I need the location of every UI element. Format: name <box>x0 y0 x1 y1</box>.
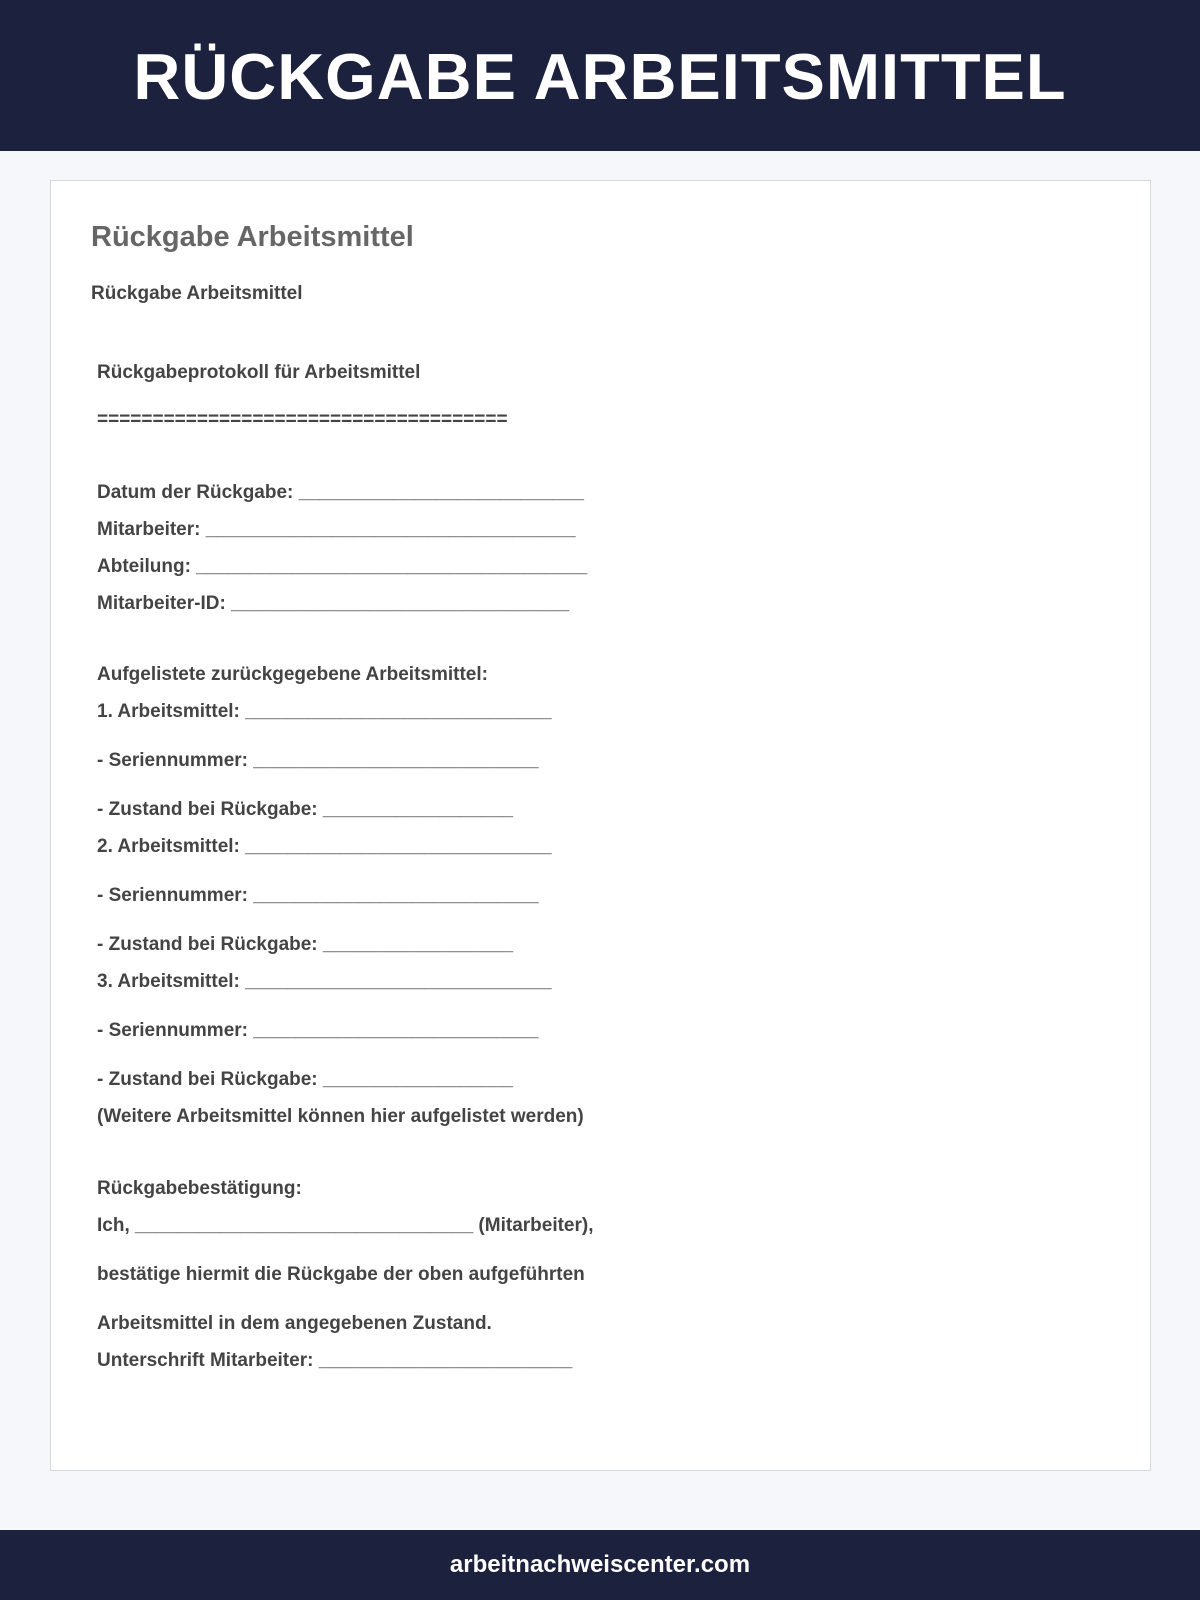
items-heading: Aufgelistete zurückgegebene Arbeitsmittel: <box>97 664 488 685</box>
signature-line: Unterschrift Mitarbeiter: ________________________ <box>97 1350 573 1371</box>
confirmation-text-2: Arbeitsmittel in dem angegebenen Zustand. <box>97 1313 492 1334</box>
document-title: Rückgabe Arbeitsmittel <box>91 221 414 253</box>
header-title: RÜCKGABE ARBEITSMITTEL <box>133 40 1067 113</box>
protocol-heading: Rückgabeprotokoll für Arbeitsmittel <box>97 362 421 383</box>
field-department: Abteilung: _____________________________________ <box>97 556 588 577</box>
page-header <box>0 0 1200 151</box>
item-3-serial: - Seriennummer: ___________________________ <box>97 1020 539 1041</box>
footer-website: arbeitnachweiscenter.com <box>449 1551 751 1578</box>
item-1-serial: - Seriennummer: ___________________________ <box>97 750 539 771</box>
item-2-condition: - Zustand bei Rückgabe: __________________ <box>97 934 514 955</box>
confirmation-text-1: bestätige hiermit die Rückgabe der oben aufgeführten <box>97 1264 585 1285</box>
field-employee: Mitarbeiter: ___________________________________ <box>97 519 576 540</box>
item-1-condition: - Zustand bei Rückgabe: __________________ <box>97 799 514 820</box>
document-subtitle: Rückgabe Arbeitsmittel <box>91 283 303 304</box>
confirmation-name-line: Ich, ________________________________ (Mitarbeiter), <box>97 1215 594 1236</box>
item-1-name: 1. Arbeitsmittel: _____________________________ <box>97 701 552 722</box>
field-return-date: Datum der Rückgabe: ___________________________ <box>97 482 584 503</box>
item-2-serial: - Seriennummer: ___________________________ <box>97 885 539 906</box>
more-items-note: (Weitere Arbeitsmittel können hier aufgelistet werden) <box>97 1106 584 1127</box>
field-employee-id: Mitarbeiter-ID: ________________________________ <box>97 593 570 614</box>
separator-line: ===================================== <box>97 409 508 430</box>
confirmation-heading: Rückgabebestätigung: <box>97 1178 302 1199</box>
page-footer <box>0 1530 1200 1600</box>
item-2-name: 2. Arbeitsmittel: _____________________________ <box>97 836 552 857</box>
item-3-condition: - Zustand bei Rückgabe: __________________ <box>97 1069 514 1090</box>
document-card <box>50 180 1151 1471</box>
item-3-name: 3. Arbeitsmittel: _____________________________ <box>97 971 552 992</box>
